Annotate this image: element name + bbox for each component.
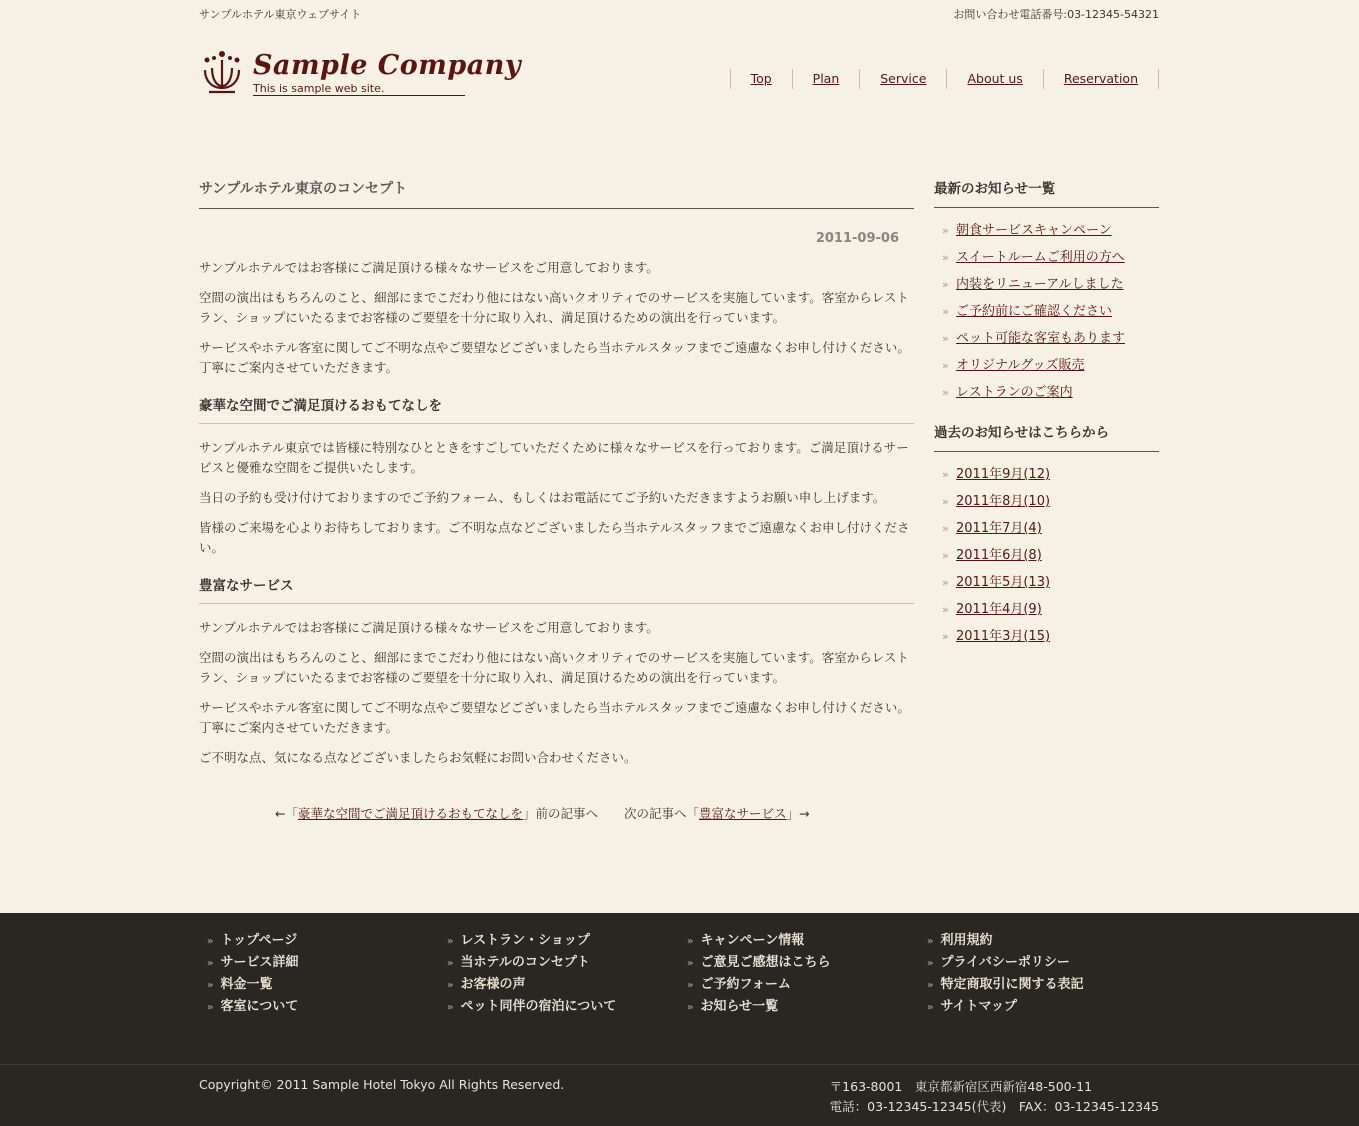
archive-link[interactable]: 2011年7月(4)	[956, 521, 1042, 536]
chevron-right-icon: »	[942, 386, 949, 399]
paragraph: 皆様のご来場を心よりお待ちしております。ご不明な点などございましたら当ホテルスタッフまでご遠慮なくお申し付けください。	[199, 520, 910, 555]
footer-link[interactable]: » キャンペーン情報	[687, 933, 805, 948]
list-item	[934, 303, 1159, 330]
footer-column	[207, 932, 447, 1020]
footer-link[interactable]: » トップページ	[207, 933, 298, 948]
article	[199, 172, 914, 821]
footer-links	[207, 932, 1167, 1020]
news-link[interactable]: レストランのご案内	[956, 385, 1073, 400]
paragraph: サービスやホテル客室に関してご不明な点やご要望などございましたら当ホテルスタッフまでご遠慮なくお申し付けください。丁寧にご案内させていただきます。	[199, 340, 910, 375]
article-pager	[275, 804, 810, 822]
contact-phone: お問い合わせ電話番号:03-12345-54321	[953, 8, 1159, 21]
list-item	[934, 466, 1159, 493]
contact-line: 電話：03-12345-12345(代表) FAX：03-12345-12345	[829, 1099, 1159, 1114]
news-list	[934, 222, 1159, 411]
footer-column	[687, 932, 927, 1020]
list-item	[934, 276, 1159, 303]
address	[830, 1077, 1159, 1117]
nav-plan[interactable]: Plan	[792, 69, 860, 89]
chevron-right-icon: »	[942, 305, 949, 318]
footer-link[interactable]: » お客様の声	[447, 977, 526, 992]
nav-top[interactable]: Top	[730, 69, 792, 89]
chevron-right-icon: »	[687, 980, 694, 991]
section-heading: 豪華な空間でご満足頂けるおもてなしを	[199, 394, 914, 424]
footer-link[interactable]: » サイトマップ	[927, 999, 1018, 1014]
chevron-right-icon: »	[927, 958, 934, 969]
next-suffix: 」→	[786, 806, 810, 821]
archive-link[interactable]: 2011年5月(13)	[956, 575, 1051, 590]
chevron-right-icon: »	[942, 495, 949, 508]
logo-name: Sample Company	[253, 50, 522, 81]
article-title: サンプルホテル東京のコンセプト	[199, 178, 914, 209]
next-prefix: 次の記事へ「	[624, 806, 700, 821]
list-item	[934, 574, 1159, 601]
copyright: Copyright© 2011 Sample Hotel Tokyo All Rights Reserved.	[199, 1077, 565, 1092]
news-link[interactable]: オリジナルグッズ販売	[956, 358, 1085, 373]
chevron-right-icon: »	[942, 549, 949, 562]
footer-link[interactable]: » ペット同伴の宿泊について	[447, 999, 617, 1014]
logo[interactable]	[199, 46, 522, 102]
chevron-right-icon: »	[942, 522, 949, 535]
news-link[interactable]: 朝食サービスキャンペーン	[956, 223, 1112, 238]
news-link[interactable]: ご予約前にご確認ください	[956, 304, 1113, 319]
chevron-right-icon: »	[927, 1002, 934, 1013]
news-heading: 最新のお知らせ一覧	[934, 177, 1159, 208]
archive-list	[934, 466, 1159, 655]
chevron-right-icon: »	[942, 332, 949, 345]
chevron-right-icon: »	[942, 576, 949, 589]
nav-reservation[interactable]: Reservation	[1043, 69, 1159, 89]
chevron-right-icon: »	[942, 468, 949, 481]
chevron-right-icon: »	[927, 936, 934, 947]
footer-link[interactable]: » レストラン・ショップ	[447, 933, 590, 948]
chevron-right-icon: »	[687, 958, 694, 969]
list-item	[934, 330, 1159, 357]
footer-column	[927, 932, 1167, 1020]
paragraph: サンプルホテルではお客様にご満足頂ける様々なサービスをご用意しております。	[199, 260, 659, 275]
list-item	[934, 628, 1159, 655]
list-item	[934, 249, 1159, 276]
list-item	[934, 547, 1159, 574]
archive-link[interactable]: 2011年8月(10)	[956, 494, 1051, 509]
chevron-right-icon: »	[942, 224, 949, 237]
footer-link[interactable]: » 特定商取引に関する表記	[927, 977, 1084, 992]
nav-about-us[interactable]: About us	[946, 69, 1042, 89]
chevron-right-icon: »	[447, 1002, 454, 1013]
paragraph: サンプルホテルではお客様にご満足頂ける様々なサービスをご用意しております。	[199, 620, 659, 635]
chevron-right-icon: »	[207, 980, 214, 991]
archive-link[interactable]: 2011年6月(8)	[956, 548, 1042, 563]
footer-link[interactable]: » ご予約フォーム	[687, 977, 791, 992]
chevron-right-icon: »	[447, 980, 454, 991]
footer-link[interactable]: » 料金一覧	[207, 977, 273, 992]
news-link[interactable]: ペット可能な客室もあります	[956, 331, 1126, 346]
paragraph: 当日の予約も受け付けておりますのでご予約フォーム、もしくはお電話にてご予約いただきますようお願い申し上げます。	[199, 490, 886, 505]
paragraph: 空間の演出はもちろんのこと、細部にまでこだわり他にはない高いクオリティでのサービスを実施しています。客室からレストラン、ショップにいたるまでお客様のご要望を十分に取り入れ、満足頂けるための演出を行っています。	[199, 650, 909, 685]
archive-heading: 過去のお知らせはこちらから	[934, 421, 1159, 452]
prev-suffix: 」前の記事へ	[523, 806, 599, 821]
paragraph: ご不明な点、気になる点などございましたらお気軽にお問い合わせください。	[199, 750, 637, 765]
archive-link[interactable]: 2011年4月(9)	[956, 602, 1042, 617]
top-bar	[199, 6, 1159, 22]
nav-service[interactable]: Service	[859, 69, 946, 89]
list-item	[934, 384, 1159, 411]
footer-divider	[0, 1064, 1359, 1065]
footer-link[interactable]: » サービス詳細	[207, 955, 299, 970]
chevron-right-icon: »	[207, 1002, 214, 1013]
news-link[interactable]: スイートルームご利用の方へ	[956, 250, 1125, 265]
chevron-right-icon: »	[942, 630, 949, 643]
list-item	[934, 357, 1159, 384]
section-heading: 豊富なサービス	[199, 574, 914, 604]
archive-link[interactable]: 2011年9月(12)	[956, 467, 1051, 482]
paragraph: サービスやホテル客室に関してご不明な点やご要望などございましたら当ホテルスタッフまでご遠慮なくお申し付けください。丁寧にご案内させていただきます。	[199, 700, 910, 735]
logo-underline	[253, 95, 465, 96]
prev-prefix: ←「	[275, 806, 298, 821]
footer-link[interactable]: » お知らせ一覧	[687, 999, 779, 1014]
chevron-right-icon: »	[942, 359, 949, 372]
chevron-right-icon: »	[447, 936, 454, 947]
paragraph: 空間の演出はもちろんのこと、細部にまでこだわり他にはない高いクオリティでのサービスを実施しています。客室からレストラン、ショップにいたるまでお客様のご要望を十分に取り入れ、満足頂けるための演出を行っています。	[199, 290, 909, 325]
list-item	[934, 601, 1159, 628]
footer-column	[447, 932, 687, 1020]
chevron-right-icon: »	[942, 251, 949, 264]
footer	[0, 913, 1359, 1126]
list-item	[934, 493, 1159, 520]
chevron-right-icon: »	[447, 958, 454, 969]
chevron-right-icon: »	[942, 278, 949, 291]
footer-link[interactable]: » 客室について	[207, 999, 299, 1014]
site-label: サンプルホテル東京ウェブサイト	[199, 8, 362, 21]
archive-link[interactable]: 2011年3月(15)	[956, 629, 1051, 644]
news-link[interactable]: 内装をリニューアルしました	[956, 277, 1124, 292]
footer-link[interactable]: » プライバシーポリシー	[927, 955, 1070, 970]
crown-logo-icon	[199, 48, 245, 96]
footer-link[interactable]: » 当ホテルのコンセプト	[447, 955, 590, 970]
article-date: 2011-09-06	[815, 231, 899, 246]
paragraph: サンプルホテル東京では皆様に特別なひとときをすごしていただくために様々なサービスを行っております。ご満足頂けるサービスと優雅な空間をご提供いたします。	[199, 440, 909, 475]
main-nav	[730, 69, 1159, 89]
footer-link[interactable]: » 利用規約	[927, 933, 993, 948]
list-item	[934, 520, 1159, 547]
chevron-right-icon: »	[687, 1002, 694, 1013]
chevron-right-icon: »	[942, 603, 949, 616]
chevron-right-icon: »	[207, 936, 214, 947]
address-line: 〒163-8001 東京都新宿区西新宿48-500-11	[829, 1079, 1093, 1094]
chevron-right-icon: »	[687, 936, 694, 947]
logo-tagline: This is sample web site.	[253, 82, 385, 95]
chevron-right-icon: »	[207, 958, 214, 969]
chevron-right-icon: »	[927, 980, 934, 991]
list-item	[934, 222, 1159, 249]
next-article-link[interactable]: 豊富なサービス	[699, 806, 787, 821]
sidebar	[934, 172, 1159, 655]
footer-link[interactable]: » ご意見ご感想はこちら	[687, 955, 831, 970]
prev-article-link[interactable]: 豪華な空間でご満足頂けるおもてなしを	[297, 806, 523, 821]
